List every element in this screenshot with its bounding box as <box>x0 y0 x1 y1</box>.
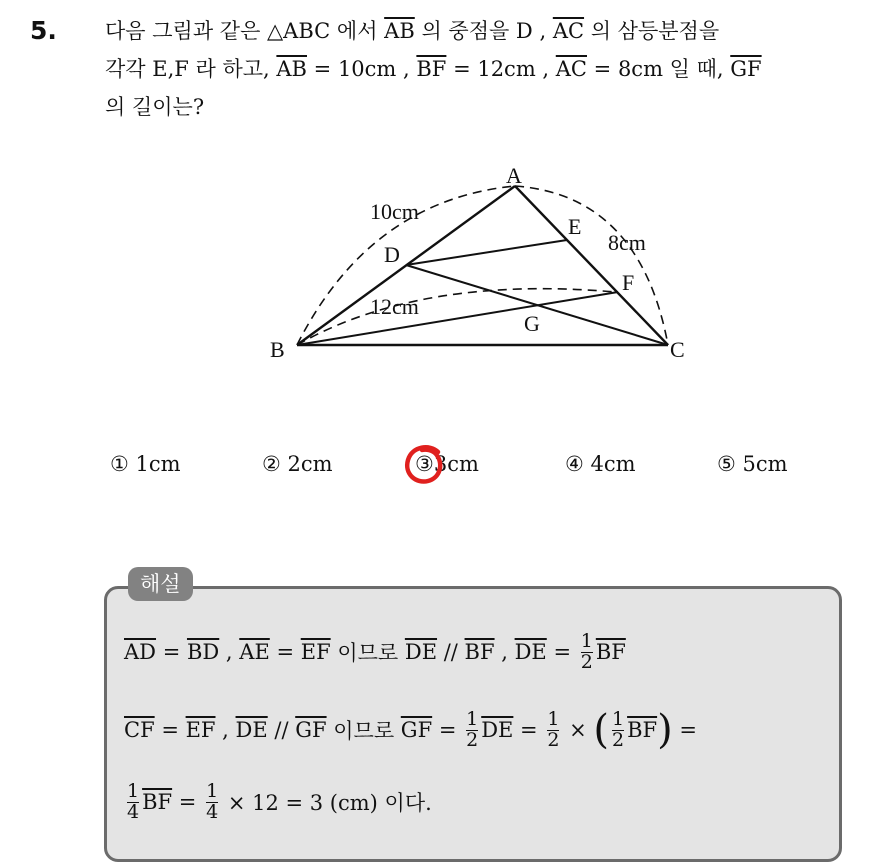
s2-parallel: // <box>267 718 296 742</box>
s2-eq1: = <box>154 718 186 742</box>
length-ab-label: 10cm <box>370 199 419 224</box>
s1-ef: $\overline{EF}$ <box>300 640 331 664</box>
question-number: 5. <box>30 16 57 45</box>
choice-2-mark: ② <box>262 452 281 476</box>
choice-5[interactable] <box>717 452 788 476</box>
choice-5-text: 5cm <box>742 452 788 476</box>
s2-rparen: ) <box>657 707 673 753</box>
label-d: D <box>384 242 400 267</box>
choice-4[interactable] <box>565 452 636 476</box>
q2-text-b: = 10cm , <box>307 57 417 81</box>
q2-segment-ab: $\overline{AB}$ <box>276 57 307 81</box>
s1-ae: $\overline{AE}$ <box>239 640 270 664</box>
s2-frac3-den: 2 <box>611 728 625 751</box>
s3-bf: $\overline{BF}$ <box>142 790 173 814</box>
s1-eq1: = <box>156 640 187 664</box>
segment-de <box>406 240 567 265</box>
q2-segment-bf: $\overline{BF}$ <box>416 57 447 81</box>
choice-3-mark: ③ <box>415 452 434 476</box>
choice-1[interactable] <box>110 452 181 476</box>
label-a: A <box>506 163 522 188</box>
choice-1-text: 1cm <box>135 452 181 476</box>
length-ac-label: 8cm <box>608 230 646 255</box>
answer-circle-mark <box>400 440 450 490</box>
s2-times: × <box>562 718 594 742</box>
s1-de: $\overline{DE}$ <box>404 640 438 664</box>
s1-eq3: = <box>546 640 578 664</box>
s3-frac2-num: 1 <box>206 779 219 802</box>
q1-segment-ac: $\overline{AC}$ <box>552 19 585 43</box>
choice-1-mark: ① <box>110 452 129 476</box>
label-c: C <box>670 337 685 362</box>
s1-parallel: // <box>437 640 465 664</box>
s1-de-2: $\overline{DE}$ <box>514 640 547 664</box>
s3-fraction-1 <box>127 779 140 823</box>
solution-tab: 해설 <box>128 567 193 601</box>
triangle-figure <box>255 150 695 380</box>
s2-sep1: , <box>215 718 236 742</box>
s2-text: 이므로 <box>326 719 401 743</box>
s1-text: 이므로 <box>330 641 405 665</box>
s3-frac1-num: 1 <box>127 779 140 802</box>
q2-segment-gf: $\overline{GF}$ <box>730 57 762 81</box>
s2-de: $\overline{DE}$ <box>235 718 268 742</box>
s1-bf-2: $\overline{BF}$ <box>595 640 626 664</box>
s2-frac2-den: 2 <box>547 728 560 751</box>
s2-frac1-den: 2 <box>466 728 479 751</box>
s3-calc: × 12 = 3 (cm) 이다. <box>221 791 432 815</box>
s2-fraction-2 <box>547 707 560 751</box>
s2-ef: $\overline{EF}$ <box>185 718 216 742</box>
s3-fraction-2 <box>206 779 219 823</box>
s1-bd: $\overline{BD}$ <box>186 640 220 664</box>
choice-4-mark: ④ <box>565 452 584 476</box>
label-b: B <box>270 337 285 362</box>
segment-bf <box>297 292 618 345</box>
q2-text-a: 각각 E,F 라 하고, <box>105 57 277 81</box>
solution-line2 <box>124 694 697 766</box>
s2-gf-2: $\overline{GF}$ <box>400 718 433 742</box>
s2-gf: $\overline{GF}$ <box>295 718 327 742</box>
question-text-line2 <box>105 54 762 84</box>
s2-fraction-1 <box>466 707 479 751</box>
choice-5-mark: ⑤ <box>717 452 736 476</box>
s1-sep1: , <box>219 640 240 664</box>
s1-frac-den: 2 <box>580 650 593 673</box>
s2-frac3-num: 1 <box>611 707 625 730</box>
s1-frac-num: 1 <box>580 629 593 652</box>
s2-lparen: ( <box>593 707 609 753</box>
choice-2[interactable] <box>262 452 333 476</box>
s1-fraction <box>580 629 593 673</box>
q2-text-c: = 12cm , <box>446 57 556 81</box>
s2-frac2-num: 1 <box>547 707 560 730</box>
s1-eq2: = <box>269 640 301 664</box>
solution-line3 <box>124 770 432 834</box>
s3-frac1-den: 4 <box>127 800 140 823</box>
length-bf-label: 12cm <box>370 294 419 319</box>
choice-2-text: 2cm <box>287 452 333 476</box>
question-text-line3: 의 길이는? <box>105 95 205 119</box>
s2-fraction-3 <box>611 707 625 751</box>
label-g: G <box>524 311 540 336</box>
question-text-line1 <box>105 16 719 46</box>
q2-segment-ac: $\overline{AC}$ <box>555 57 587 81</box>
q1-text-c: 의 삼등분점을 <box>584 19 720 43</box>
s2-de-2: $\overline{DE}$ <box>481 718 514 742</box>
s1-sep2: , <box>494 640 515 664</box>
s2-eq4: = <box>672 718 697 742</box>
s2-frac1-num: 1 <box>466 707 479 730</box>
s1-bf: $\overline{BF}$ <box>464 640 495 664</box>
q1-text-b: 의 중점을 D , <box>414 19 553 43</box>
s3-eq1: = <box>172 790 204 814</box>
s2-cf: $\overline{CF}$ <box>124 718 155 742</box>
s2-bf: $\overline{BF}$ <box>627 718 658 742</box>
choice-3-text: 3cm <box>433 452 479 476</box>
s2-eq2: = <box>432 718 464 742</box>
choice-4-text: 4cm <box>590 452 636 476</box>
label-e: E <box>568 214 582 239</box>
label-f: F <box>622 270 635 295</box>
q2-text-d: = 8cm 일 때, <box>587 57 731 81</box>
q1-segment-ab: $\overline{AB}$ <box>384 19 415 43</box>
q1-text-a: 다음 그림과 같은 △ABC 에서 <box>105 19 385 43</box>
s3-frac2-den: 4 <box>206 800 219 823</box>
solution-line1 <box>124 622 626 682</box>
s2-eq3: = <box>513 718 545 742</box>
s1-ad: $\overline{AD}$ <box>124 640 157 664</box>
